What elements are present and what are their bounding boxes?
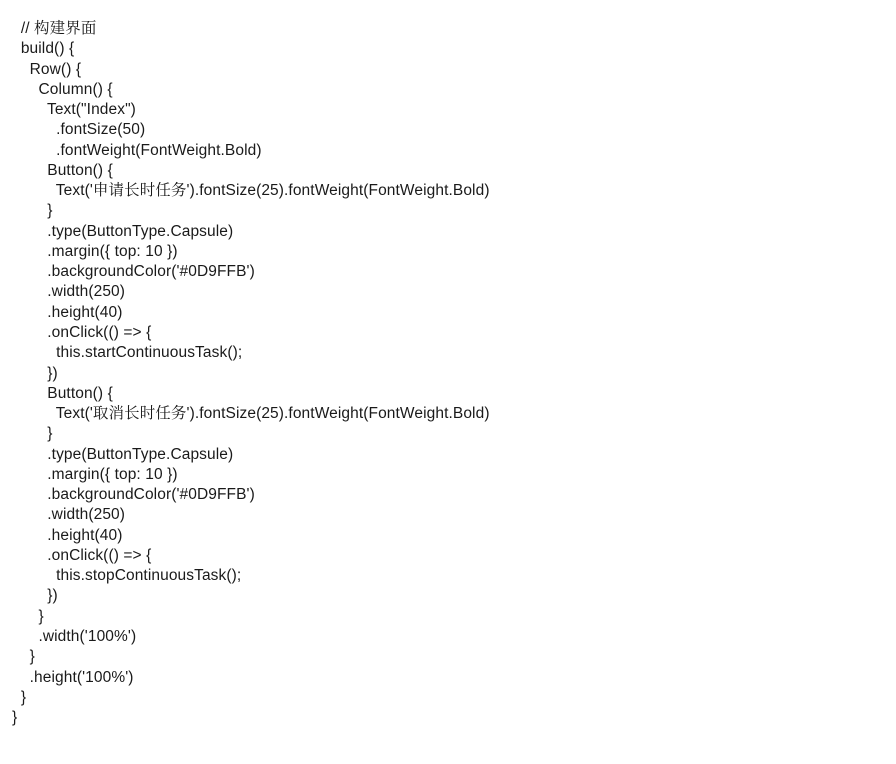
code-line-5: Text("Index") <box>12 101 136 119</box>
code-line-18: }) <box>12 364 58 382</box>
code-line-7: .fontWeight(FontWeight.Bold) <box>12 141 262 159</box>
code-line-34: } <box>12 688 27 706</box>
code-line-3: Row() { <box>12 60 82 78</box>
code-line-1: // 构建界面 <box>12 20 97 37</box>
code-line-9: Text('申请长时任务').fontSize(25).fontWeight(FontWeight.Bold) <box>12 182 490 200</box>
code-line-26: .height(40) <box>12 526 123 544</box>
code-line-4: Column() { <box>12 80 113 98</box>
code-line-24: .backgroundColor('#0D9FFB') <box>12 486 255 504</box>
code-line-19: Button() { <box>12 384 113 402</box>
code-line-25: .width(250) <box>12 506 126 524</box>
code-line-28: this.stopContinuousTask(); <box>12 567 242 585</box>
code-line-2: build() { <box>12 40 75 58</box>
code-line-33: .height('100%') <box>12 668 134 686</box>
code-line-31: .width('100%') <box>12 627 137 645</box>
code-line-22: .type(ButtonType.Capsule) <box>12 445 234 463</box>
code-line-8: Button() { <box>12 161 113 179</box>
code-line-32: } <box>12 648 35 666</box>
code-line-12: .margin({ top: 10 }) <box>12 242 178 260</box>
code-line-35: } <box>12 709 18 727</box>
code-line-11: .type(ButtonType.Capsule) <box>12 222 234 240</box>
code-line-20: Text('取消长时任务').fontSize(25).fontWeight(FontWeight.Bold) <box>12 405 490 423</box>
code-block <box>12 19 882 728</box>
code-line-13: .backgroundColor('#0D9FFB') <box>12 263 255 281</box>
code-line-16: .onClick(() => { <box>12 323 152 341</box>
code-line-15: .height(40) <box>12 303 123 321</box>
code-line-29: }) <box>12 587 58 605</box>
code-line-23: .margin({ top: 10 }) <box>12 465 178 483</box>
code-line-30: } <box>12 607 44 625</box>
code-line-27: .onClick(() => { <box>12 546 152 564</box>
code-line-21: } <box>12 425 53 443</box>
code-line-17: this.startContinuousTask(); <box>12 344 243 362</box>
code-line-6: .fontSize(50) <box>12 121 146 139</box>
code-line-10: } <box>12 202 53 220</box>
code-line-14: .width(250) <box>12 283 126 301</box>
